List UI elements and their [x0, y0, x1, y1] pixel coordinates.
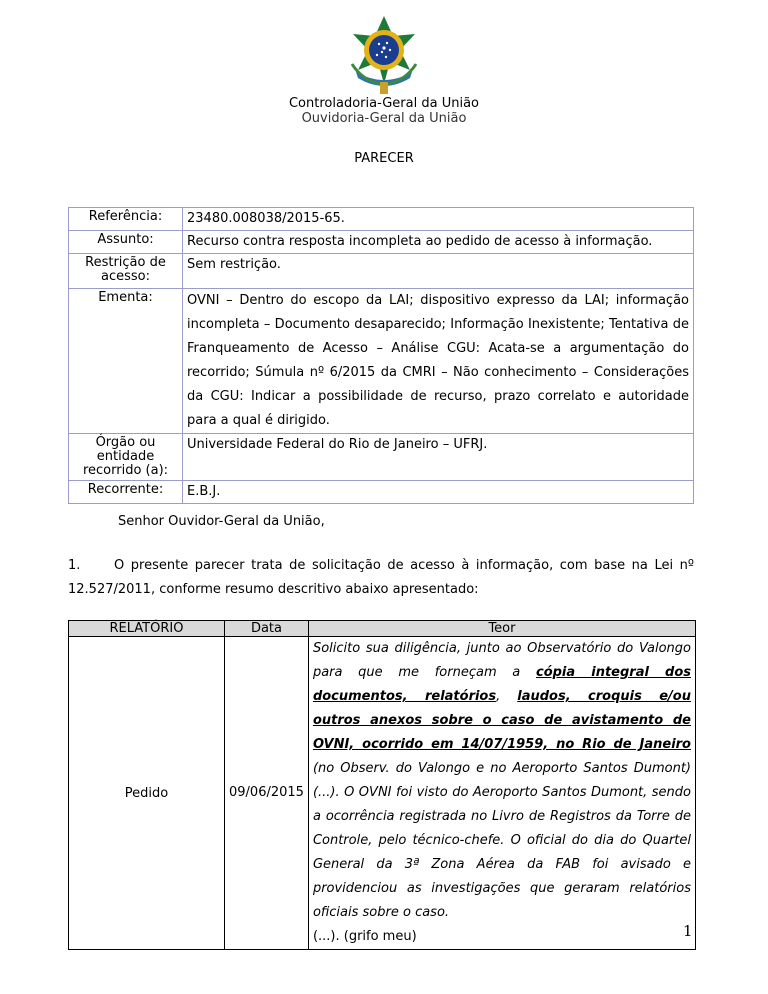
- teor-text: (no Observ. do Valongo e no Aeroporto Santos Dumont) (...). O OVNI foi visto do Aeroporto Santos Dumont, sendo a ocorrência registrada no Livro de Registros da Torre de Controle, pelo técnico-chefe. O oficial do dia do Quartel General da 3ª Zona Aérea da FAB foi avisado e providenciou as investigações que geraram relatórios oficiais sobre o caso.: [312, 761, 691, 920]
- table-row: [69, 434, 694, 481]
- referencia-value: 23480.008038/2015-65.: [183, 208, 694, 231]
- recorrente-label: Recorrente:: [69, 481, 183, 504]
- brasao-da-republica-emblem: [342, 14, 426, 96]
- table-row: [69, 208, 694, 231]
- salutation: Senhor Ouvidor-Geral da União,: [118, 514, 325, 529]
- row-teor: [308, 637, 695, 950]
- table-row: [69, 481, 694, 504]
- ementa-label: Ementa:: [69, 289, 183, 434]
- table-header-row: [69, 621, 696, 637]
- recorrente-value: E.B.J.: [183, 481, 694, 504]
- column-header-teor: Teor: [308, 621, 695, 637]
- column-header-relatorio: RELATÓRIO: [69, 621, 225, 637]
- document-title: PARECER: [354, 151, 414, 166]
- teor-text: ,: [496, 689, 518, 704]
- teor-text: Solicito sua diligência, junto ao Observatório do Valongo para que me forneçam a: [312, 641, 691, 680]
- paragraph-text: O presente parecer trata de solicitação de acesso à informação, com base na Lei nº 12.527/2011, conforme resumo descritivo abaixo apresentado:: [68, 558, 694, 597]
- paragraph-1: [68, 554, 694, 602]
- teor-highlight: laudos, croquis e/ou outros anexos sobre o caso de avistamento de OVNI, ocorrido em 14/07/1959, no Rio de Janeiro: [312, 689, 691, 752]
- page-number: 1: [683, 922, 693, 940]
- teor-highlight: cópia integral dos documentos, relatórios: [312, 665, 692, 704]
- org-unit: Ouvidoria-Geral da União: [301, 111, 467, 126]
- teor-note: (...). (grifo meu): [312, 929, 417, 944]
- table-row: [69, 289, 694, 434]
- relatorio-table: [68, 620, 696, 950]
- restricao-label: Restrição de acesso:: [69, 254, 183, 289]
- ementa-value: OVNI – Dentro do escopo da LAI; dispositivo expresso da LAI; informação incompleta – Documento desaparecido; Informação Inexistente; Tentativa de Franqueamento de Acesso – Análise CGU: Acata-se a argumentação do recorrido; Súmula nº 6/2015 da CMRI – Não conhecimento – Considerações da CGU: Indicar a possibilidade de recurso, prazo correlato e autoridade para a qual é dirigido.: [183, 289, 694, 434]
- restricao-value: Sem restrição.: [183, 254, 694, 289]
- table-row: [69, 231, 694, 254]
- column-header-data: Data: [225, 621, 309, 637]
- metadata-table: [68, 207, 694, 504]
- org-name: Controladoria-Geral da União: [288, 96, 480, 111]
- row-date: 09/06/2015: [225, 637, 309, 950]
- orgao-label: Órgão ou entidade recorrido (a):: [69, 434, 183, 481]
- paragraph-number: 1.: [68, 558, 81, 573]
- assunto-value: Recurso contra resposta incompleta ao pedido de acesso à informação.: [183, 231, 694, 254]
- assunto-label: Assunto:: [69, 231, 183, 254]
- row-label-pedido: Pedido: [69, 637, 225, 950]
- table-row: [69, 637, 696, 950]
- orgao-value: Universidade Federal do Rio de Janeiro – UFRJ.: [183, 434, 694, 481]
- table-row: [69, 254, 694, 289]
- referencia-label: Referência:: [69, 208, 183, 231]
